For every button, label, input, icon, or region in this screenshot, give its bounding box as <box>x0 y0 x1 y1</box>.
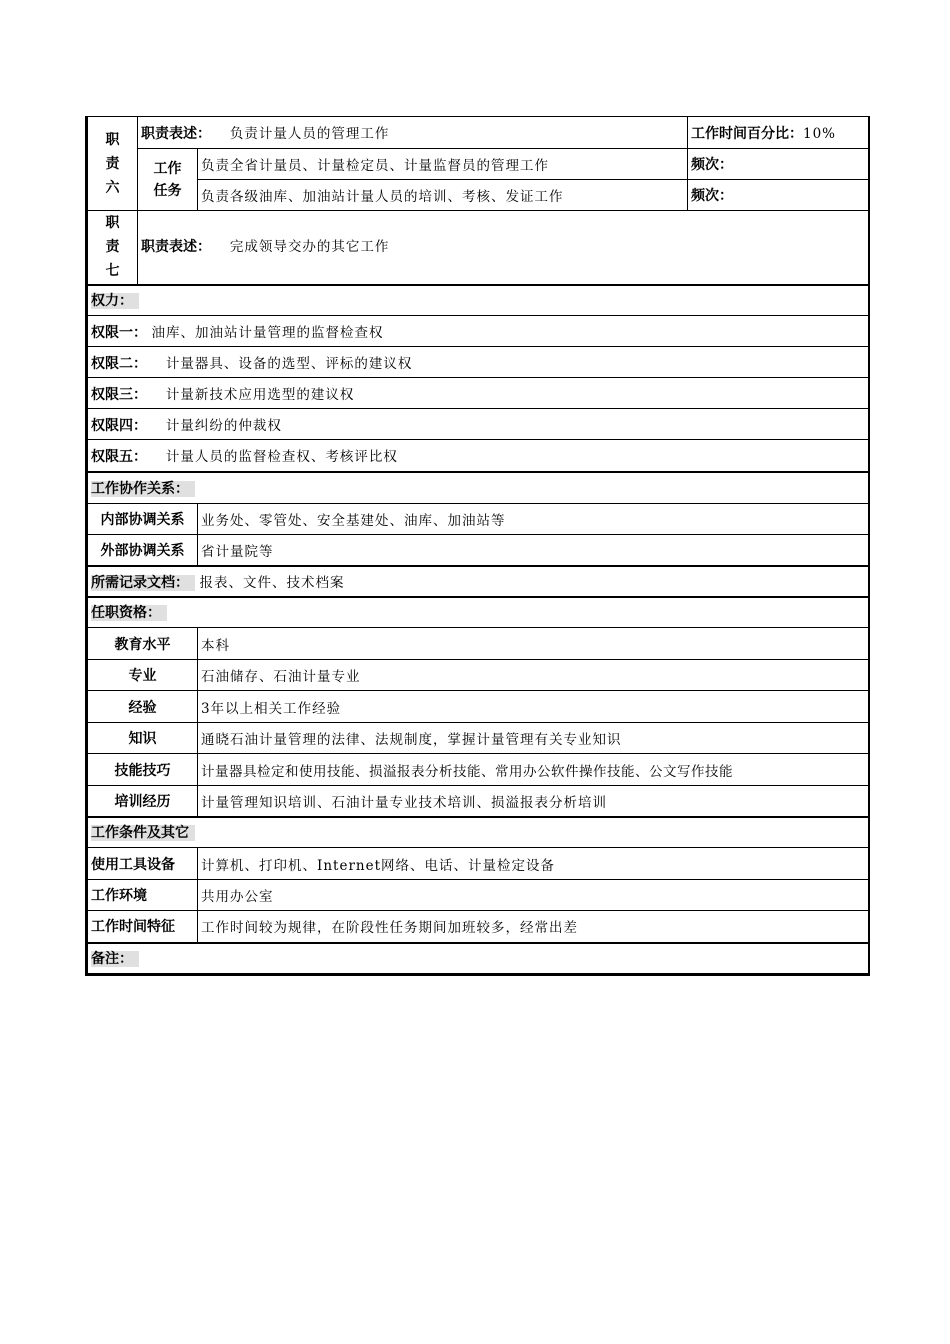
authority-text: 计量人员的监督检查权、考核评比权 <box>165 448 398 465</box>
duty6-task-2: 负责各级油库、加油站计量人员的培训、考核、发证工作 <box>198 180 688 211</box>
qualification-row <box>88 754 869 786</box>
qualification-title-cell <box>88 597 869 628</box>
task-label-text: 工作任务 <box>153 160 182 199</box>
records-row <box>88 566 869 597</box>
cooperation-internal-row <box>88 504 869 535</box>
internal-text: 业务处、零管处、安全基建处、油库、加油站等 <box>198 504 869 535</box>
duty6-task-row <box>88 180 869 211</box>
duty7-label <box>88 211 138 285</box>
qualification-label: 教育水平 <box>88 628 198 660</box>
authority-item-2 <box>88 347 869 378</box>
conditions-label: 工作时间特征 <box>88 911 198 943</box>
duty7-label-text: 职责七 <box>105 215 120 280</box>
authority-title: 权力： <box>91 293 139 309</box>
authority-row <box>88 316 869 347</box>
conditions-label: 使用工具设备 <box>88 848 198 880</box>
authority-item-1 <box>88 316 869 347</box>
records-cell <box>88 566 869 597</box>
notes-cell <box>88 943 869 974</box>
authority-item-4 <box>88 409 869 440</box>
conditions-title: 工作条件及其它 <box>91 825 195 841</box>
authority-text: 油库、加油站计量管理的监督检查权 <box>151 324 384 341</box>
duty7-statement-text: 完成领导交办的其它工作 <box>229 239 390 255</box>
internal-label: 内部协调关系 <box>88 504 198 535</box>
cooperation-title: 工作协作关系： <box>91 481 195 497</box>
authority-label: 权限一： <box>91 324 147 341</box>
duty7-statement <box>138 211 869 285</box>
conditions-header-row <box>88 817 869 848</box>
conditions-text: 计算机、打印机、Internet网络、电话、计量检定设备 <box>198 848 869 880</box>
qualification-row <box>88 628 869 660</box>
authority-text: 计量纠纷的仲裁权 <box>165 417 282 434</box>
duty6-statement <box>138 117 688 149</box>
duty6-task-row <box>88 149 869 180</box>
authority-row <box>88 378 869 409</box>
qualification-label: 经验 <box>88 691 198 723</box>
qualification-row <box>88 723 869 754</box>
conditions-row <box>88 911 869 943</box>
authority-label: 权限三： <box>91 386 147 403</box>
duty6-statement-row <box>88 117 869 149</box>
authority-row <box>88 440 869 472</box>
conditions-label: 工作环境 <box>88 880 198 911</box>
qualification-label: 技能技巧 <box>88 754 198 786</box>
authority-item-3 <box>88 378 869 409</box>
qualification-row <box>88 660 869 691</box>
authority-item-5 <box>88 440 869 472</box>
qualification-text: 计量管理知识培训、石油计量专业技术培训、损溢报表分析培训 <box>198 786 869 817</box>
authority-row <box>88 347 869 378</box>
duty6-task-label <box>138 149 198 211</box>
qualification-title: 任职资格： <box>91 605 167 621</box>
conditions-row <box>88 880 869 911</box>
duty6-label-text: 职责六 <box>105 131 120 196</box>
duty6-task-2-frequency: 频次： <box>688 180 869 211</box>
job-description-table <box>85 116 870 976</box>
duty6-statement-text: 负责计量人员的管理工作 <box>229 126 390 142</box>
records-text: 报表、文件、技术档案 <box>199 574 345 591</box>
duty6-task-1: 负责全省计量员、计量检定员、计量监督员的管理工作 <box>198 149 688 180</box>
conditions-text: 共用办公室 <box>198 880 869 911</box>
notes-row <box>88 943 869 974</box>
external-label: 外部协调关系 <box>88 535 198 566</box>
authority-header-row <box>88 285 869 316</box>
authority-label: 权限二： <box>91 355 147 372</box>
conditions-row <box>88 848 869 880</box>
conditions-text: 工作时间较为规律，在阶段性任务期间加班较多，经常出差 <box>198 911 869 943</box>
duty7-statement-label: 职责表述： <box>141 239 211 255</box>
authority-label: 权限五： <box>91 448 147 465</box>
records-label: 所需记录文档： <box>91 575 195 591</box>
duty6-statement-label: 职责表述： <box>141 126 211 142</box>
cooperation-title-cell <box>88 472 869 504</box>
authority-row <box>88 409 869 440</box>
qualification-label: 专业 <box>88 660 198 691</box>
qualification-text: 计量器具检定和使用技能、损溢报表分析技能、常用办公软件操作技能、公文写作技能 <box>198 754 869 786</box>
qualification-header-row <box>88 597 869 628</box>
authority-text: 计量器具、设备的选型、评标的建议权 <box>165 355 413 372</box>
authority-label: 权限四： <box>91 417 147 434</box>
qualification-text: 3年以上相关工作经验 <box>198 691 869 723</box>
notes-label: 备注： <box>91 951 139 967</box>
authority-text: 计量新技术应用选型的建议权 <box>165 386 355 403</box>
qualification-text: 通晓石油计量管理的法律、法规制度，掌握计量管理有关专业知识 <box>198 723 869 754</box>
duty6-time-percent <box>688 117 869 149</box>
qualification-text: 本科 <box>198 628 869 660</box>
cooperation-external-row <box>88 535 869 566</box>
authority-title-cell <box>88 285 869 316</box>
qualification-label: 知识 <box>88 723 198 754</box>
time-percent-label: 工作时间百分比： <box>691 125 803 142</box>
duty6-label <box>88 117 138 211</box>
cooperation-header-row <box>88 472 869 504</box>
duty7-row <box>88 211 869 285</box>
qualification-row <box>88 691 869 723</box>
conditions-title-cell <box>88 817 869 848</box>
external-text: 省计量院等 <box>198 535 869 566</box>
qualification-row <box>88 786 869 817</box>
qualification-label: 培训经历 <box>88 786 198 817</box>
time-percent-value: 10% <box>803 125 837 142</box>
duty6-task-1-frequency: 频次： <box>688 149 869 180</box>
qualification-text: 石油储存、石油计量专业 <box>198 660 869 691</box>
